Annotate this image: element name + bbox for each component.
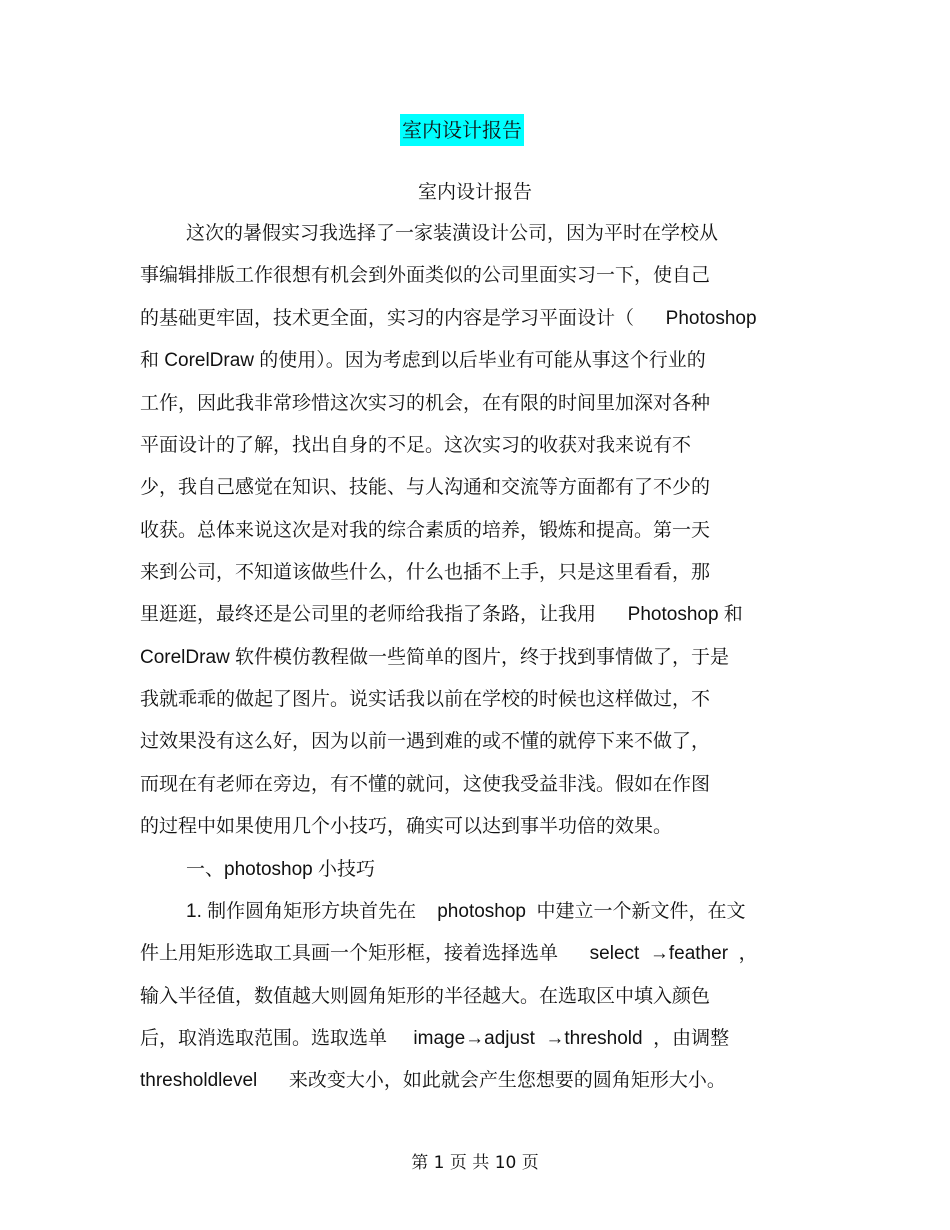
body-line: 我就乖乖的做起了图片。说实话我以前在学校的时候也这样做过，不 [140,689,711,710]
body-line: 里逛逛，最终还是公司里的老师给我指了条路，让我用 Photoshop 和 [140,604,743,625]
body-line: 事编辑排版工作很想有机会到外面类似的公司里面实习一下，使自己 [140,265,711,286]
body-line: 而现在有老师在旁边，有不懂的就问，这使我受益非浅。假如在作图 [140,774,711,795]
body-line: 工作，因此我非常珍惜这次实习的机会，在有限的时间里加深对各种 [140,393,711,414]
body-line: 这次的暑假实习我选择了一家装潢设计公司，因为平时在学校从 [186,223,719,244]
body-line: 和 CorelDraw 的使用）。因为考虑到以后毕业有可能从事这个行业的 [140,350,706,371]
body-line: 来到公司，不知道该做些什么，什么也插不上手，只是这里看看，那 [140,562,711,583]
tip-line: 1. 制作圆角矩形方块首先在 photoshop 中建立一个新文件，在文 [186,901,746,922]
section-heading: 一、photoshop 小技巧 [186,859,376,880]
tip-line: 输入半径值，数值越大则圆角矩形的半径越大。在选取区中填入颜色 [140,986,711,1007]
tip-line: 后，取消选取范围。选取选单 image→adjust →threshold ，由调整 [140,1028,730,1049]
tip-line: 件上用矩形选取工具画一个矩形框，接着选择选单 select →feather ， [140,943,758,964]
body-line: 的过程中如果使用几个小技巧，确实可以达到事半功倍的效果。 [140,816,673,837]
body-line: 的基础更牢固，技术更全面，实习的内容是学习平面设计（ Photoshop [140,308,757,329]
page-number-footer: 第 1 页 共 10 页 [411,1153,539,1173]
document-subtitle: 室内设计报告 [417,181,532,203]
body-line: CorelDraw 软件模仿教程做一些简单的图片，终于找到事情做了，于是 [140,647,730,668]
document-title: 室内设计报告 [400,114,524,146]
body-line: 平面设计的了解，找出自身的不足。这次实习的收获对我来说有不 [140,435,692,456]
body-line: 收获。总体来说这次是对我的综合素质的培养，锻炼和提高。第一天 [140,520,711,541]
body-line: 少，我自己感觉在知识、技能、与人沟通和交流等方面都有了不少的 [140,477,711,498]
body-line: 过效果没有这么好，因为以前一遇到难的或不懂的就停下来不做了， [140,731,711,752]
tip-line: thresholdlevel 来改变大小，如此就会产生您想要的圆角矩形大小。 [140,1070,726,1091]
